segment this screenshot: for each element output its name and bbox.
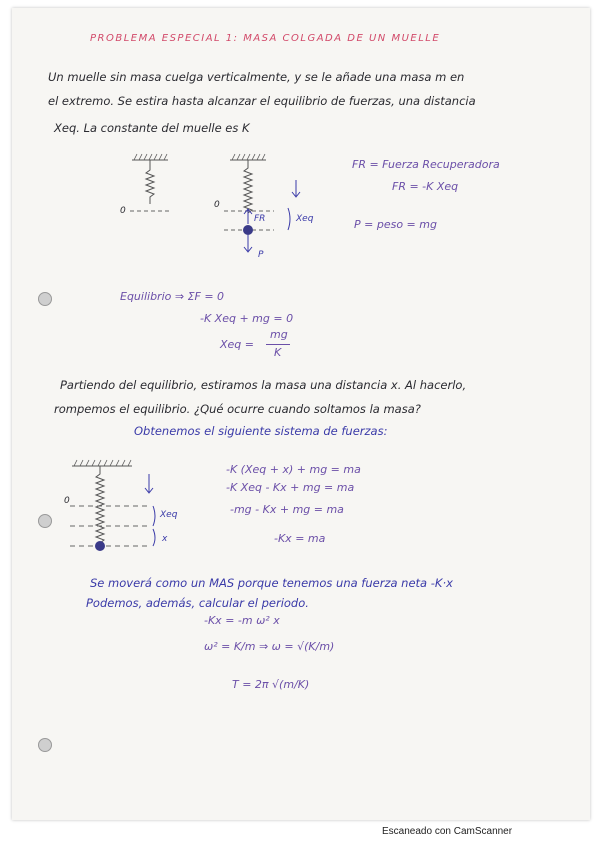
equilibrium-label: Equilibrio ⇒ ΣF = 0 [120,290,225,303]
paragraph2-line-2: rompemos el equilibrio. ¿Qué ocurre cuando soltamos la masa? [54,402,421,416]
equilibrium-eq2-lhs: Xeq = [220,338,254,351]
system-eq-3: -mg - Kx + mg = ma [230,503,344,516]
diagram1-p-label: P [258,250,264,260]
diagram1-origin-right: 0 [214,200,220,210]
system-eq-4: -Kx = ma [274,532,326,545]
scanner-footer: Escaneado con CamScanner [382,826,513,837]
paragraph2-blue-line: Obtenemos el siguiente sistema de fuerzas: [134,424,388,438]
intro-line-3: Xeq. La constante del muelle es K [54,121,250,135]
period-eq-2: ω² = K/m ⇒ ω = √(K/m) [204,640,335,653]
fr-formula: FR = -K Xeq [392,180,459,193]
system-eq-1: -K (Xeq + x) + mg = ma [226,463,361,476]
equilibrium-eq2-denominator: K [274,346,282,359]
notebook-page [12,8,590,820]
equilibrium-eq2-numerator: mg [270,328,288,341]
diagram1-origin-left: 0 [120,206,126,216]
page-title: PROBLEMA ESPECIAL 1: MASA COLGADA DE UN MUELLE [90,33,441,44]
spring-diagram-2 [12,8,590,820]
p-formula: P = peso = mg [354,218,437,231]
period-eq-1: -Kx = -m ω² x [204,614,280,627]
period-eq-3: T = 2π √(m/K) [232,678,310,691]
intro-line-1: Un muelle sin masa cuelga verticalmente, y se le añade una masa m en [48,70,465,84]
paragraph2-line-1: Partiendo del equilibrio, estiramos la masa una distancia x. Al hacerlo, [60,378,467,392]
mas-line-1: Se moverá como un MAS porque tenemos una fuerza neta -K·x [90,576,453,590]
fr-definition: FR = Fuerza Recuperadora [352,158,500,171]
equilibrium-eq1: -K Xeq + mg = 0 [200,312,294,325]
mas-line-2: Podemos, además, calcular el periodo. [86,596,309,610]
diagram1-xeq-label: Xeq [296,214,314,224]
diagram2-origin: 0 [64,496,70,506]
diagram2-xeq-label: Xeq [160,510,178,520]
diagram2-x-label: x [162,534,168,544]
system-eq-2: -K Xeq - Kx + mg = ma [226,481,355,494]
intro-line-2: el extremo. Se estira hasta alcanzar el equilibrio de fuerzas, una distancia [48,94,476,108]
diagram1-fr-label: FR [254,214,266,224]
